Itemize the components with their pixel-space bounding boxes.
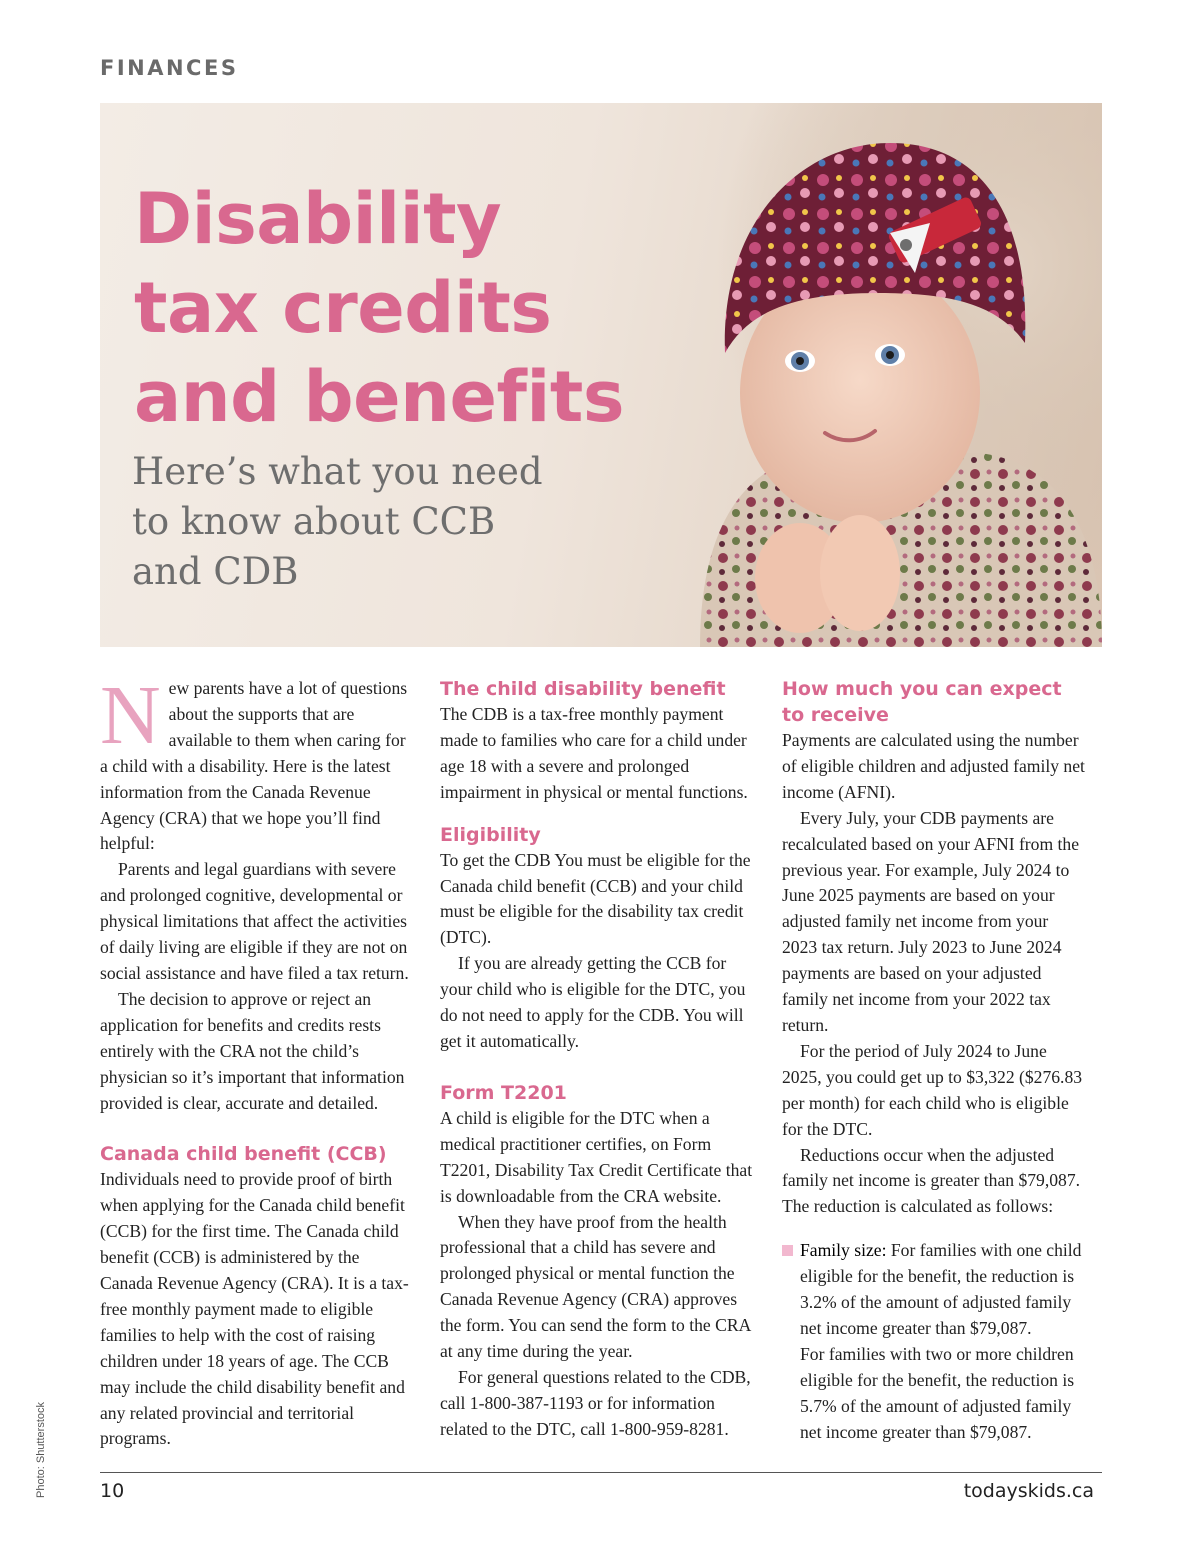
heading-ccb: Canada child benefit (CCB) — [100, 1143, 387, 1166]
heading-form-t2201: Form T2201 — [440, 1081, 567, 1104]
section-label: FINANCES — [100, 56, 239, 80]
heading-receive: How much you can expect to receive — [782, 678, 1062, 726]
drop-cap: N — [100, 669, 161, 762]
form-paragraph-3: For general questions related to the CDB, call 1-800-387-1193 or for information related to the DTC, call 1-800-959-8281. — [440, 1366, 751, 1439]
intro-paragraph: New parents have a lot of questions about the supports that are available to them when caring for a child with a disability. Here is the latest information from the Canada Revenue Agency (CRA) that we hope you’ll find helpful: — [100, 669, 408, 854]
bullet-text: Family size: For families with one child eligible for the benefit, the reduction is 3.2% of the amount of adjusted family net income greater than $79,087. — [800, 1240, 1082, 1338]
website-link[interactable]: todayskids.ca — [963, 1480, 1094, 1502]
column-3 — [782, 676, 1087, 1445]
eligibility-paragraph-2: If you are already getting the CCB for your child who is eligible for the DTC, you do not need to apply for the CDB. You will get it automatically. — [440, 953, 746, 1051]
bullet-text-2: For families with two or more children eligible for the benefit, the reduction is 5.7% of the amount of adjusted family net income greater than $79,087. — [800, 1343, 1075, 1442]
form-paragraph-1: A child is eligible for the DTC when a medical practitioner certifies, on Form T2201, Disability Tax Credit Certificate that is downloadable from the CRA website. — [440, 1107, 753, 1206]
photo-credit: Photo: Shutterstock — [35, 1402, 47, 1498]
article-subtitle: Here’s what you need to know about CCB and CDB — [132, 450, 543, 593]
receive-paragraph-4: Reductions occur when the adjusted family net income is greater than $79,087. The reduction is calculated as follows: — [782, 1144, 1081, 1217]
intro-paragraph-2: Parents and legal guardians with severe and prolonged cognitive, developmental or physical limitations that affect the activities of daily living are eligible if they are not on social assistance and have filed a tax return. — [100, 859, 409, 983]
form-paragraph-2: When they have proof from the health professional that a child has severe and prolonged physical or mental function the Canada Revenue Agency (CRA) approves the form. You can send the form to the CRA at any time during the year. — [440, 1211, 751, 1362]
hero-banner — [100, 103, 1102, 647]
article-title: Disability tax credits and benefits — [134, 178, 625, 438]
cdb-paragraph: The CDB is a tax-free monthly payment made to families who care for a child under age 18 with a severe and prolonged impairment in physical or mental functions. — [440, 704, 748, 802]
column-2 — [440, 676, 760, 1443]
bullet-label: Family size: — [800, 1240, 887, 1261]
intro-paragraph-3: The decision to approve or reject an application for benefits and credits rests entirely with the CRA not the child’s physician so it’s important that information provided is clear, accurate and detailed. — [100, 988, 405, 1113]
bullet-square-icon — [782, 1245, 793, 1256]
ccb-paragraph: Individuals need to provide proof of birth when applying for the Canada child benefit (CCB) for the first time. The Canada child benefit (CCB) is administered by the Canada Revenue Agency (CRA). It is a tax-free monthly payment made to eligible families to help with the cost of raising children under 18 years of age. The CCB may include the child disability benefit and any related provincial and territorial programs. — [100, 1169, 409, 1449]
receive-paragraph-1: Payments are calculated using the number of eligible children and adjusted family net income (AFNI). — [782, 730, 1085, 802]
page-number: 10 — [100, 1480, 125, 1502]
family-size-bullet — [782, 1238, 1087, 1445]
heading-cdb: The child disability benefit — [440, 678, 726, 700]
heading-eligibility: Eligibility — [440, 823, 541, 846]
column-1 — [100, 669, 415, 1452]
receive-paragraph-3: For the period of July 2024 to June 2025, you could get up to $3,322 ($276.83 per month) for each child who is eligible for the DTC. — [782, 1040, 1083, 1139]
eligibility-paragraph-1: To get the CDB You must be eligible for the Canada child benefit (CCB) and your child must be eligible for the disability tax credit (DTC). — [440, 849, 751, 948]
receive-paragraph-2: Every July, your CDB payments are recalculated based on your AFNI from the previous year. For example, July 2024 to June 2025 payments are based on your adjusted family net income from your 2023 tax return. July 2023 to June 2024 payments are based on your adjusted family net income from your 2022 tax return. — [782, 807, 1080, 1035]
footer-divider — [100, 1472, 1102, 1473]
